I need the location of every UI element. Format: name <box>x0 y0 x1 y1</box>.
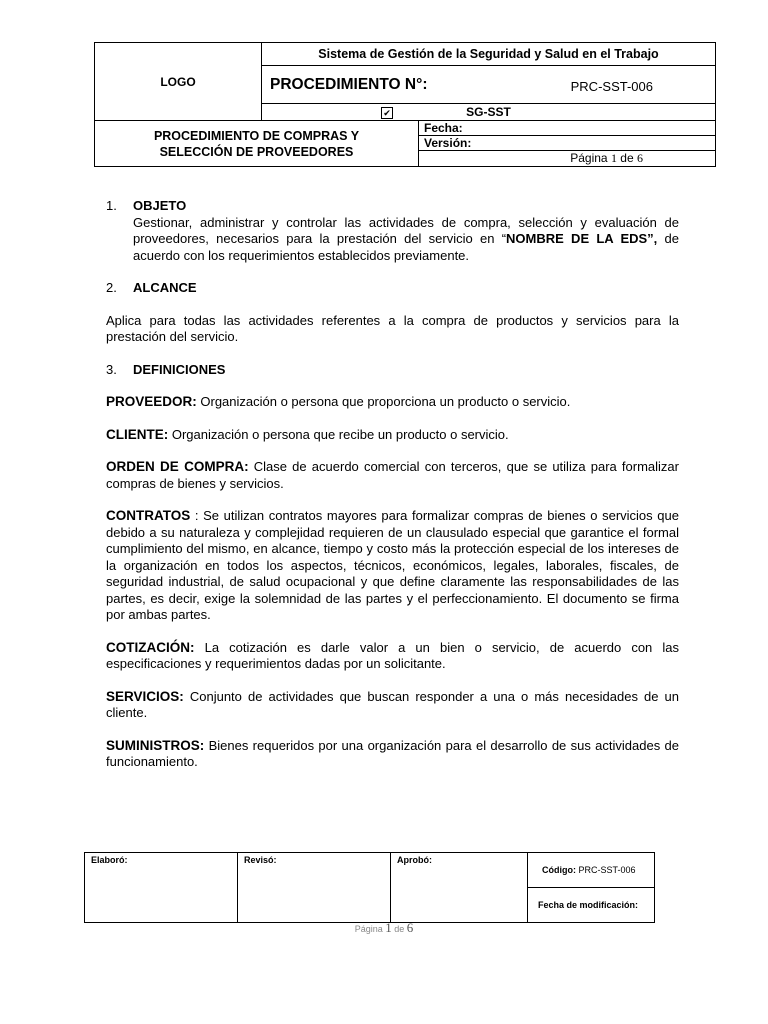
section-number: 3. <box>106 361 117 377</box>
alcance-text: Aplica para todas las actividades referentes a la compra de productos y servicios para la prestación del servicio. <box>106 312 679 344</box>
definition-item <box>106 689 679 722</box>
definition-text: Bienes requeridos por una organización para el desarrollo de sus actividades de funcionamiento. <box>106 737 679 769</box>
codigo-label: Código: <box>542 865 576 875</box>
fecha-modificacion-label: Fecha de modificación: <box>528 888 655 923</box>
document-header <box>94 42 716 167</box>
page-of: de <box>620 151 634 165</box>
definition-term: PROVEEDOR: <box>106 394 197 409</box>
definition-item <box>106 738 679 771</box>
definition-term: ORDEN DE COMPRA: <box>106 459 249 474</box>
section-number: 1. <box>106 198 117 213</box>
sg-sst-label: SG-SST <box>466 105 511 119</box>
section-title: OBJETO <box>133 198 187 213</box>
procedure-code: PRC-SST-006 <box>570 78 653 94</box>
objeto-text <box>133 215 679 265</box>
page-footer-number <box>0 920 768 936</box>
definition-term: SERVICIOS: <box>106 688 184 704</box>
aprobo-cell: Aprobó: <box>391 853 528 923</box>
definition-text: La cotización es darle valor a un bien o servicio, de acuerdo con las especificaciones y requerimientos dadas por un solicitante. <box>106 639 679 671</box>
definition-item <box>106 427 679 444</box>
page-word: Página <box>570 151 608 165</box>
definition-term: COTIZACIÓN: <box>106 639 195 655</box>
reviso-cell: Revisó: <box>238 853 391 923</box>
version-label: Versión: <box>419 136 716 151</box>
definition-text: : Se utilizan contratos mayores para formalizar compras de bienes o servicios que debido a su naturaleza y complejidad requieren de un clausulado especial que garantice el formal cumplimiento del mismo, en alcance, tiempo y costo más la protección especial de los intereses de la organización en todos los aspectos, técnicos, económicos, legales, laborales, fiscales, de seguridad industrial, de salud ocupacional y que define claramente las responsabilidades de las partes, es decir, exige la solemnidad de las partes y el perfeccionamiento. El documento se firma por ambas partes. <box>106 508 679 622</box>
page-total: 6 <box>637 151 643 165</box>
section-objeto <box>106 198 679 215</box>
procedure-number-cell <box>262 66 716 104</box>
objeto-text-a: Gestionar, administrar y controlar las actividades de compra, selección y evaluación de proveedores, necesarios para la prestación del servicio en “ <box>133 214 679 246</box>
sg-sst-cell <box>262 104 716 121</box>
definition-text: Clase de acuerdo comercial con terceros, que se utiliza para formalizar compras de bienes y servicios. <box>106 459 679 491</box>
document-title: PROCEDIMIENTO DE COMPRAS Y SELECCIÓN DE PROVEEDORES <box>95 121 419 167</box>
footer-page-current: 1 <box>385 920 392 935</box>
document-body <box>106 198 679 771</box>
checkbox-icon: ✔ <box>381 107 393 119</box>
page-indicator <box>419 151 716 167</box>
approval-footer-table <box>84 852 655 923</box>
definition-text: Conjunto de actividades que buscan responder a una o más necesidades de un cliente. <box>106 688 679 720</box>
definition-term: SUMINISTROS: <box>106 737 205 753</box>
elaboro-cell: Elaboró: <box>85 853 238 923</box>
definition-item <box>106 394 679 411</box>
fecha-label: Fecha: <box>419 121 716 136</box>
footer-page-word: Página <box>354 924 383 934</box>
section-title: ALCANCE <box>133 280 197 295</box>
footer-page-of: de <box>394 924 405 934</box>
definition-term: CLIENTE: <box>106 426 169 442</box>
codigo-cell <box>528 853 655 888</box>
section-alcance <box>106 280 679 297</box>
section-definiciones <box>106 362 679 379</box>
logo-placeholder: LOGO <box>95 43 262 121</box>
definition-term: CONTRATOS <box>106 508 191 523</box>
definition-item <box>106 508 679 624</box>
definition-text: Organización o persona que recibe un producto o servicio. <box>168 426 509 442</box>
objeto-text-c: de acuerdo con los requerimientos establecidos previamente. <box>133 231 680 263</box>
codigo-value: PRC-SST-006 <box>576 865 636 875</box>
section-title: DEFINICIONES <box>133 361 226 377</box>
definition-item <box>106 459 679 492</box>
procedure-label: PROCEDIMIENTO N°: <box>270 75 428 93</box>
system-name: Sistema de Gestión de la Seguridad y Salud en el Trabajo <box>262 43 716 66</box>
eds-name-placeholder: NOMBRE DE LA EDS”, <box>506 231 658 246</box>
definition-text: Organización o persona que proporciona un producto o servicio. <box>196 394 571 409</box>
footer-page-total: 6 <box>406 920 414 935</box>
page-current: 1 <box>610 151 617 165</box>
definition-item <box>106 640 679 673</box>
section-number: 2. <box>106 280 117 295</box>
